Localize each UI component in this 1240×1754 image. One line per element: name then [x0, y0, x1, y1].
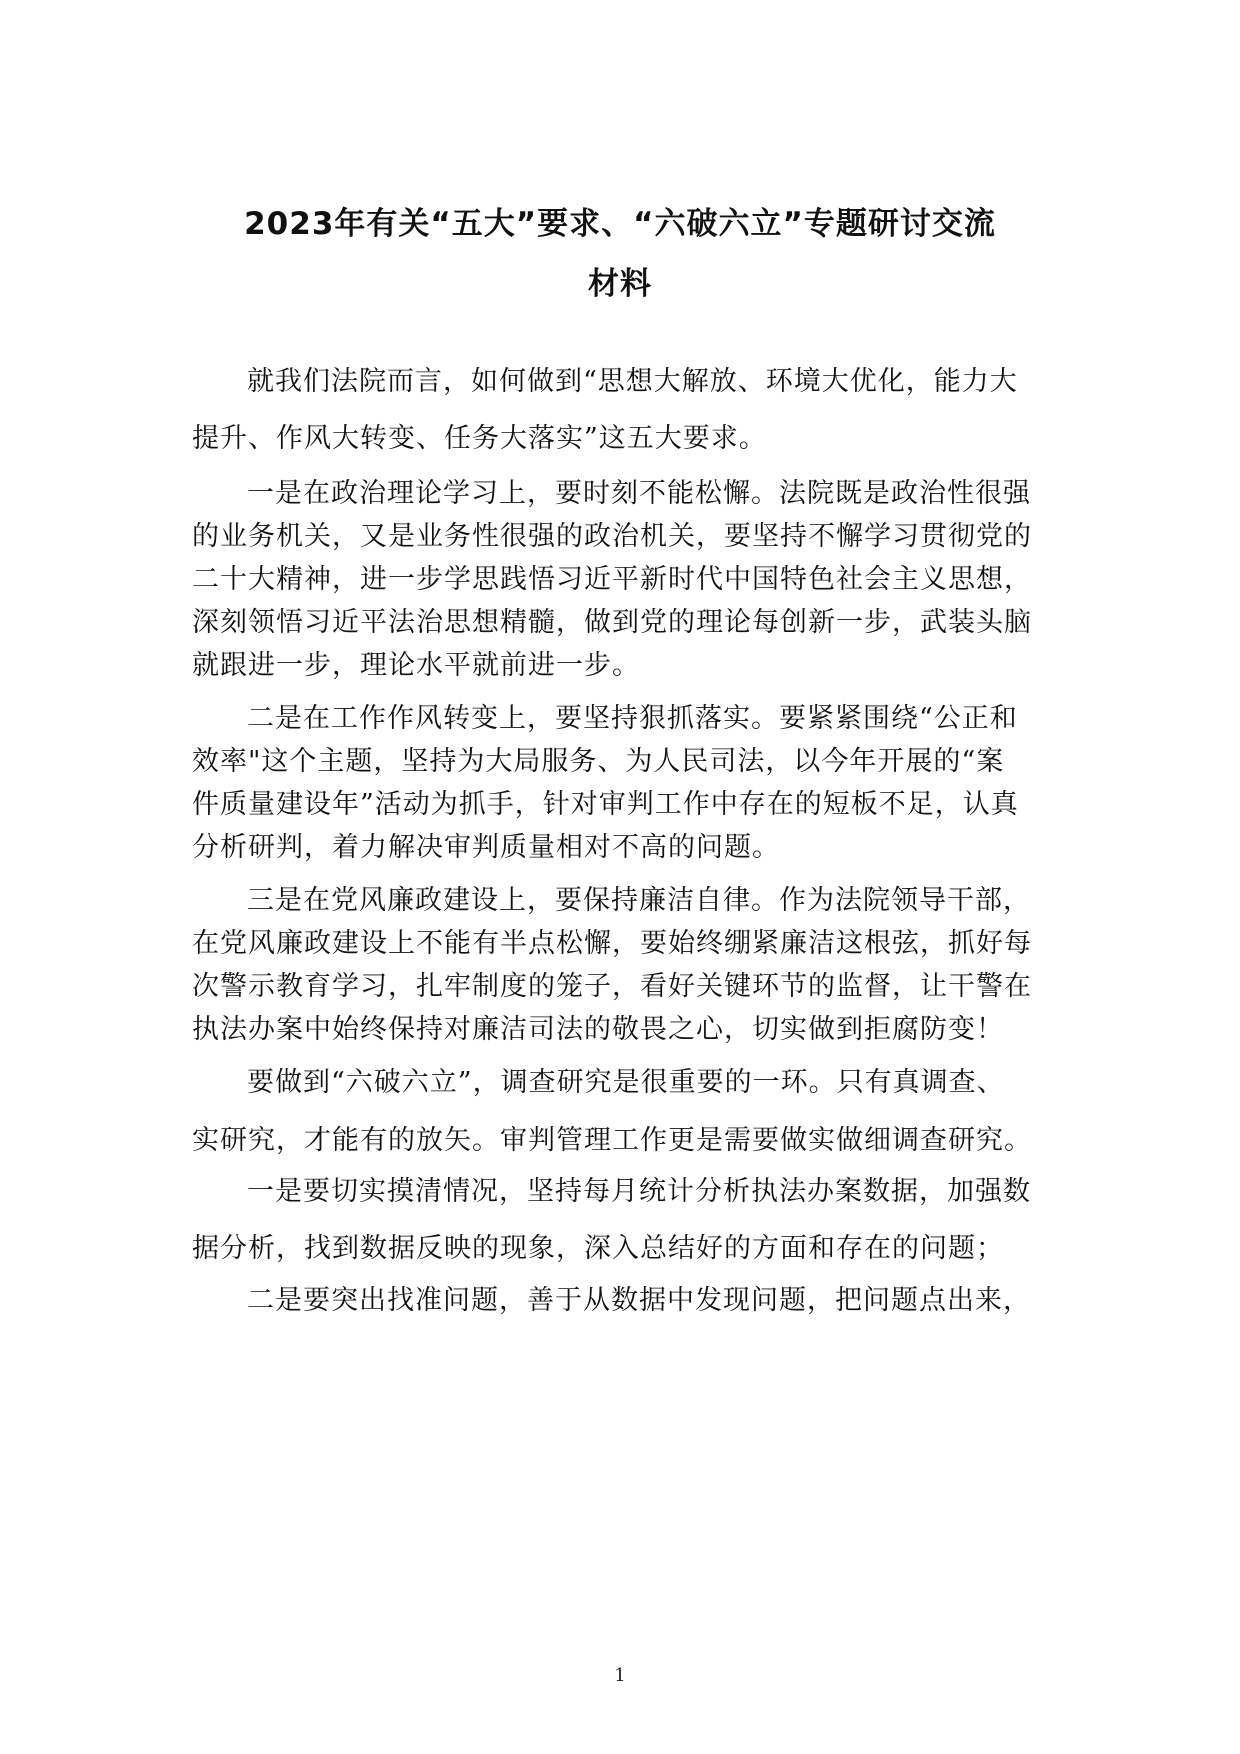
body-line-11: 分析研判，着力解决审判质量相对不高的问题。 [192, 832, 780, 863]
body-line-17: 实研究，才能有的放矢。审判管理工作更是需要做实做细调查研究。 [192, 1125, 1032, 1156]
body-line-19: 据分析，找到数据反映的现象，深入总结好的方面和存在的问题； [192, 1233, 1004, 1264]
document-title-line-1: 2023年有关“五大”要求、“六破六立”专题研讨交流 [244, 206, 996, 242]
body-line-1: 就我们法院而言，如何做到“思想大解放、环境大优化，能力大 [247, 366, 1018, 397]
body-line-7: 就跟进一步，理论水平就前进一步。 [192, 650, 640, 681]
body-line-14: 次警示教育学习，扎牢制度的笼子，看好关键环节的监督，让干警在 [192, 971, 1032, 1002]
document-title-line-2: 材料 [588, 266, 652, 302]
body-line-20: 二是要突出找准问题，善于从数据中发现问题，把问题点出来， [247, 1285, 1031, 1316]
body-line-13: 在党风廉政建设上不能有半点松懈，要始终绷紧廉洁这根弦，抓好每 [192, 928, 1032, 959]
body-line-15: 执法办案中始终保持对廉洁司法的敬畏之心，切实做到拒腐防变！ [192, 1014, 1004, 1045]
page-number: 1 [614, 1665, 626, 1686]
body-line-5: 二十大精神，进一步学思践悟习近平新时代中国特色社会主义思想， [192, 564, 1032, 595]
body-line-9: 效率"这个主题，坚持为大局服务、为人民司法，以今年开展的“案 [192, 746, 1005, 777]
body-line-6: 深刻领悟习近平法治思想精髓，做到党的理论每创新一步，武装头脑 [192, 607, 1032, 638]
body-line-12: 三是在党风廉政建设上，要保持廉洁自律。作为法院领导干部， [247, 885, 1031, 916]
body-line-3: 一是在政治理论学习上，要时刻不能松懈。法院既是政治性很强 [247, 478, 1031, 509]
body-line-4: 的业务机关，又是业务性很强的政治机关，要坚持不懈学习贯彻党的 [192, 521, 1032, 552]
body-line-8: 二是在工作作风转变上，要坚持狠抓落实。要紧紧围绕“公正和 [247, 703, 1018, 734]
body-line-16: 要做到“六破六立”，调查研究是很重要的一环。只有真调查、 [247, 1067, 1005, 1098]
body-line-10: 件质量建设年”活动为抓手，针对审判工作中存在的短板不足，认真 [192, 789, 1019, 820]
body-line-2: 提升、作风大转变、任务大落实”这五大要求。 [192, 423, 767, 454]
body-line-18: 一是要切实摸清情况，坚持每月统计分析执法办案数据，加强数 [247, 1176, 1031, 1207]
